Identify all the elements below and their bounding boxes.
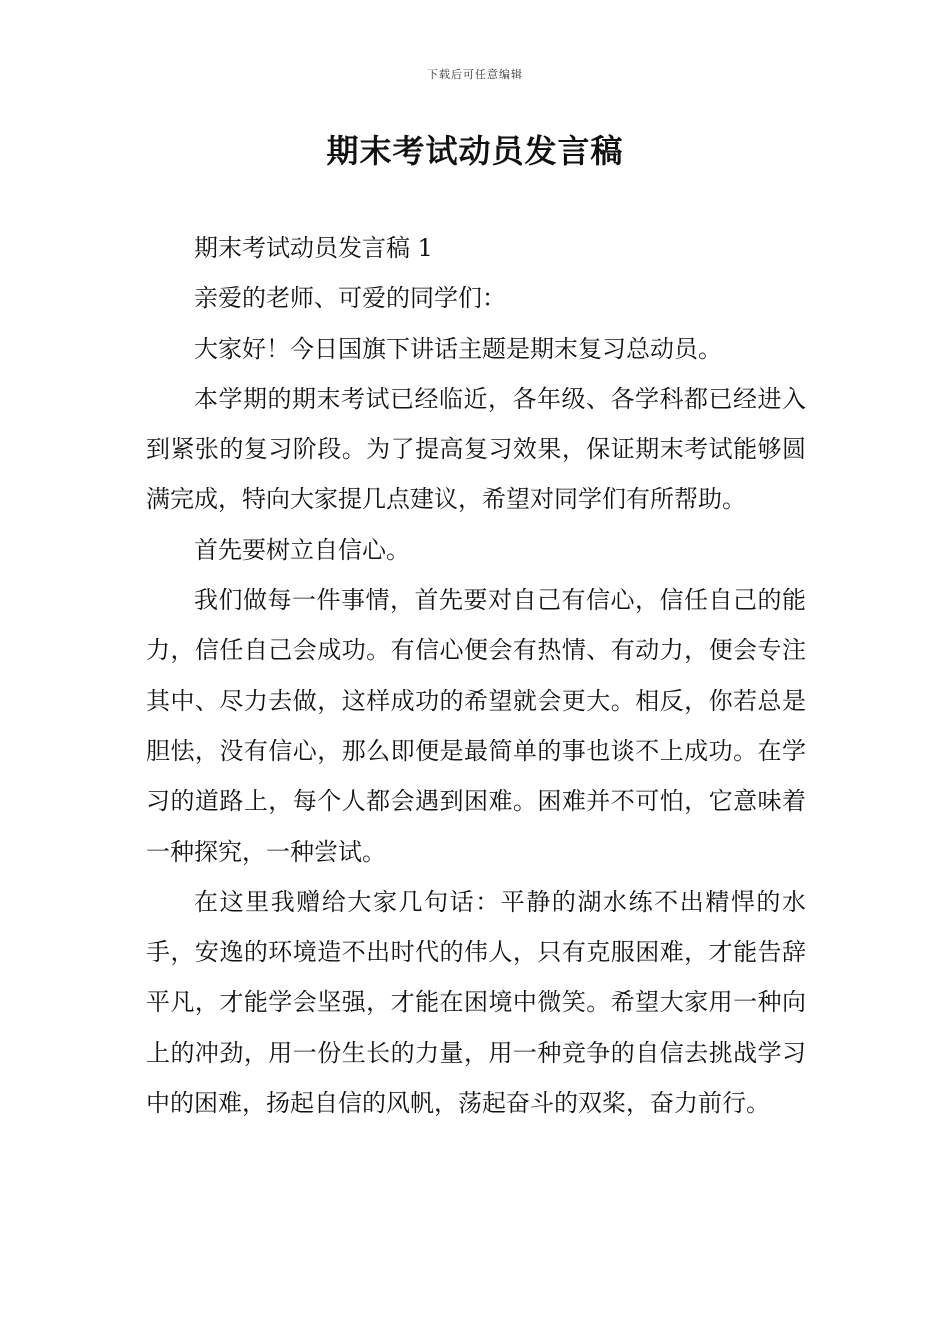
paragraph-heading: 期末考试动员发言稿 1 [194,234,433,262]
paragraph-point-one: 首先要树立自信心。 [194,535,410,564]
paragraph-intro: 本学期的期末考试已经临近，各年级、各学科都已经进入到紧张的复习阶段。为了提高复习效果，保证期末考试能够圆满完成，特向大家提几点建议，希望对同学们有所帮助。 [146,384,806,514]
paragraph-confidence: 我们做每一件事情，首先要对自己有信心，信任自己的能力，信任自己会成功。有信心便会有热情、有动力，便会专注其中、尽力去做，这样成功的希望就会更大。相反，你若总是胆怯，没有信心，那么即便是最简单的事也谈不上成功。在学习的道路上，每个人都会遇到困难。困难并不可怕，它意味着一种探究，一种尝试。 [146,586,806,866]
document-body [146,223,806,1128]
document-title: 期末考试动员发言稿 [326,132,624,170]
paragraph-salutation: 亲爱的老师、可爱的同学们： [194,284,506,313]
paragraph-greeting: 大家好！今日国旗下讲话主题是期末复习总动员。 [194,334,722,363]
paragraph-encouragement: 在这里我赠给大家几句话：平静的湖水练不出精悍的水手，安逸的环境造不出时代的伟人，只有克服困难，才能告辞平凡，才能学会坚强，才能在困境中微笑。希望大家用一种向上的冲劲，用一份生长的力量，用一种竞争的自信去挑战学习中的困难，扬起自信的风帆，荡起奋斗的双桨，奋力前行。 [146,887,806,1118]
header-note: 下载后可任意编辑 [427,68,523,81]
